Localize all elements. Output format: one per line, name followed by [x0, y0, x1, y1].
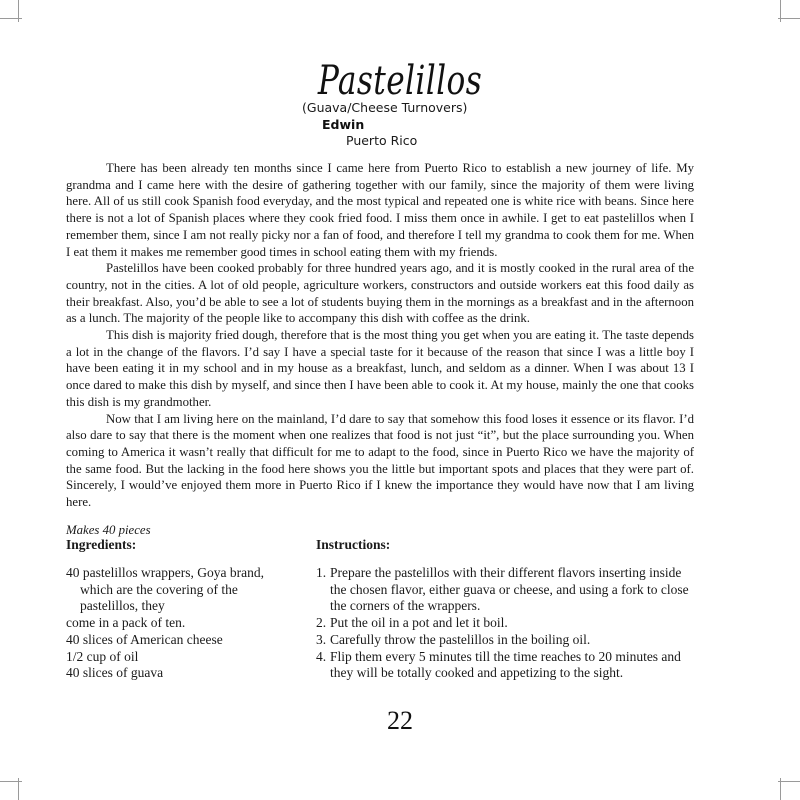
recipe-yield: Makes 40 pieces	[66, 523, 151, 537]
ingredient-item: 40 slices of guava	[66, 665, 164, 681]
recipe-subtitle: (Guava/Cheese Turnovers)	[302, 100, 468, 115]
essay-paragraph: This dish is majority fried dough, therefore that is the most thing you get when you are eating it. The taste depends a lot in the change of the flavors. I’d say I have a special taste for it because of the reason that since I was a little boy I have been eating it in my school and in my house as a breakfast, lunch, and seldom as a dinner. When I was about 13 I once dared to make this dish by myself, and since then I have been able to cook it. At my house, mainly the one that cooks this dish is my grandmother.	[66, 328, 694, 409]
step-text: Flip them every 5 minutes till the time reaches to 20 minutes and they will be totally cooked and appetizing to the sight.	[330, 648, 681, 681]
step-number: 2.	[316, 615, 327, 631]
essay-paragraph: There has been already ten months since I came here from Puerto Rico to establish a new journey of life. My grandma and I came here with the desire of gathering together with our family, since the majority of them were living here. All of us still cook Spanish food everyday, and the most typical and repeated one is white rice with beans. Since here there is not a lot of Spanish places where they cook fried food. I miss them once in awhile. I get to eat pastelillos when I remember them, since I am not really picky nor a fan of food, and therefore I tell my grandma to cook them for me. When I eat them it makes me remember good times in school eating them with my friends.	[66, 161, 694, 259]
instruction-step	[316, 649, 696, 682]
step-number: 1.	[316, 565, 327, 580]
crop-mark	[0, 18, 22, 19]
ingredients-list	[66, 565, 271, 682]
crop-mark	[0, 781, 22, 782]
step-text: Carefully throw the pastelillos in the boiling oil.	[330, 631, 591, 647]
step-text: Prepare the pastelillos with their different flavors inserting inside the chosen flavor, either guava or cheese, and using a fork to close the corners of the wrappers.	[330, 565, 689, 614]
ingredients-heading: Ingredients:	[66, 537, 137, 552]
instruction-step	[316, 632, 696, 649]
essay	[66, 160, 694, 511]
instructions-list	[316, 565, 696, 682]
author-name: Edwin	[322, 117, 365, 132]
recipe-title: Pastelillos	[317, 58, 483, 104]
instructions-heading: Instructions:	[316, 537, 391, 552]
essay-paragraph: Now that I am living here on the mainland, I’d dare to say that somehow this food loses it essence or its flavor. I’d also dare to say that there is the moment when one realizes that food is not just “it”, but the place surrounding you. When coming to America it wasn’t really that difficult for me to adapt to the food, since in Puerto Rico we have the majority of the same food. But the lacking in the food here shows you the little but important spots and places that they were part of. Sincerely, I would’ve enjoyed them more in Puerto Rico if I knew the importance they would have now that I am living here.	[66, 411, 694, 510]
ingredient-item: come in a pack of ten.	[66, 615, 186, 631]
ingredient-item: 40 slices of American cheese	[66, 631, 223, 647]
step-number: 3.	[316, 631, 327, 647]
ingredient-item: 1/2 cup of oil	[66, 648, 139, 664]
step-text: Put the oil in a pot and let it boil.	[330, 615, 508, 631]
author-origin: Puerto Rico	[346, 133, 418, 148]
essay-paragraph: Pastelillos have been cooked probably for three hundred years ago, and it is mostly cooked in the rural area of the country, not in the cities. A lot of old people, agriculture workers, constructors and outside workers eat this food daily as their breakfast. Also, you’d be able to see a lot of students buying them in the mornings as a breakfast and in the afternoon as a lunch. The majority of the people like to accompany this dish with coffee as the drink.	[66, 261, 694, 326]
instruction-step	[316, 565, 696, 615]
crop-mark	[778, 781, 800, 782]
step-number: 4.	[316, 648, 327, 664]
ingredient-item: 40 pastelillos wrappers, Goya brand, which are the covering of the pastelillos, they	[66, 565, 264, 614]
instruction-step	[316, 615, 696, 632]
page-number: 22	[387, 706, 413, 735]
crop-mark	[778, 18, 800, 19]
